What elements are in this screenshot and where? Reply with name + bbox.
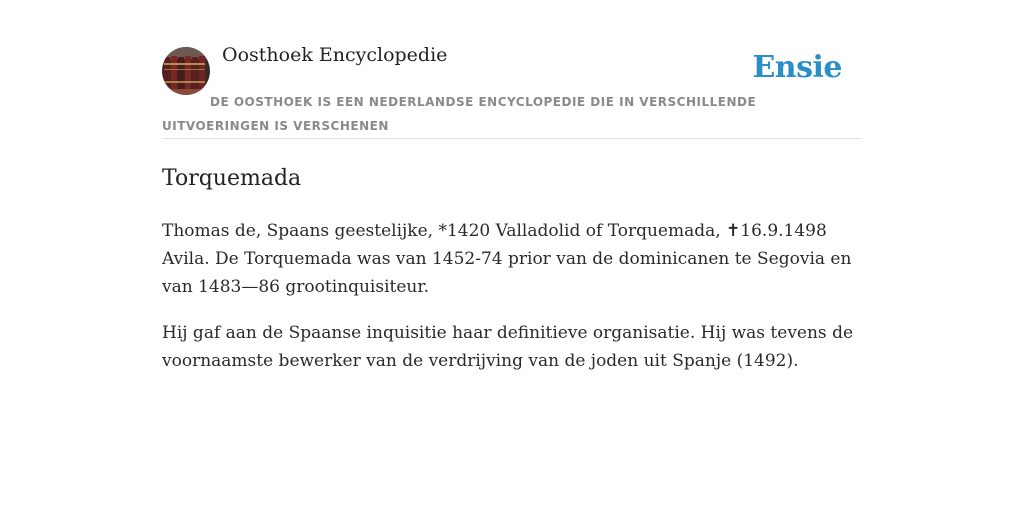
article-paragraph: Hij gaf aan de Spaanse inquisitie haar definitieve organisatie. Hij was tevens de voornaamste bewerker van de verdrijving van de joden uit Spanje (1492). [162,323,854,371]
article-title: Torquemada [162,166,302,191]
encyclopedia-books-avatar[interactable] [162,47,210,95]
books-image [162,47,210,95]
page-container [162,0,862,375]
site-header [162,0,862,139]
article-paragraph: Thomas de, Spaans geestelijke, *1420 Valladolid of Torquemada, ✝16.9.1498 Avila. De Torquemada was van 1452-74 prior van de dominicanen te Segovia en van 1483—86 grootinquisiteur. [162,221,852,297]
site-title[interactable]: Oosthoek Encyclopedie [222,44,448,66]
site-tagline: DE OOSTHOEK IS EEN NEDERLANDSE ENCYCLOPEDIE DIE IN VERSCHILLENDE UITVOERINGEN IS VERSCHENEN [162,95,757,133]
ensie-logo[interactable]: Ensie [752,50,842,85]
